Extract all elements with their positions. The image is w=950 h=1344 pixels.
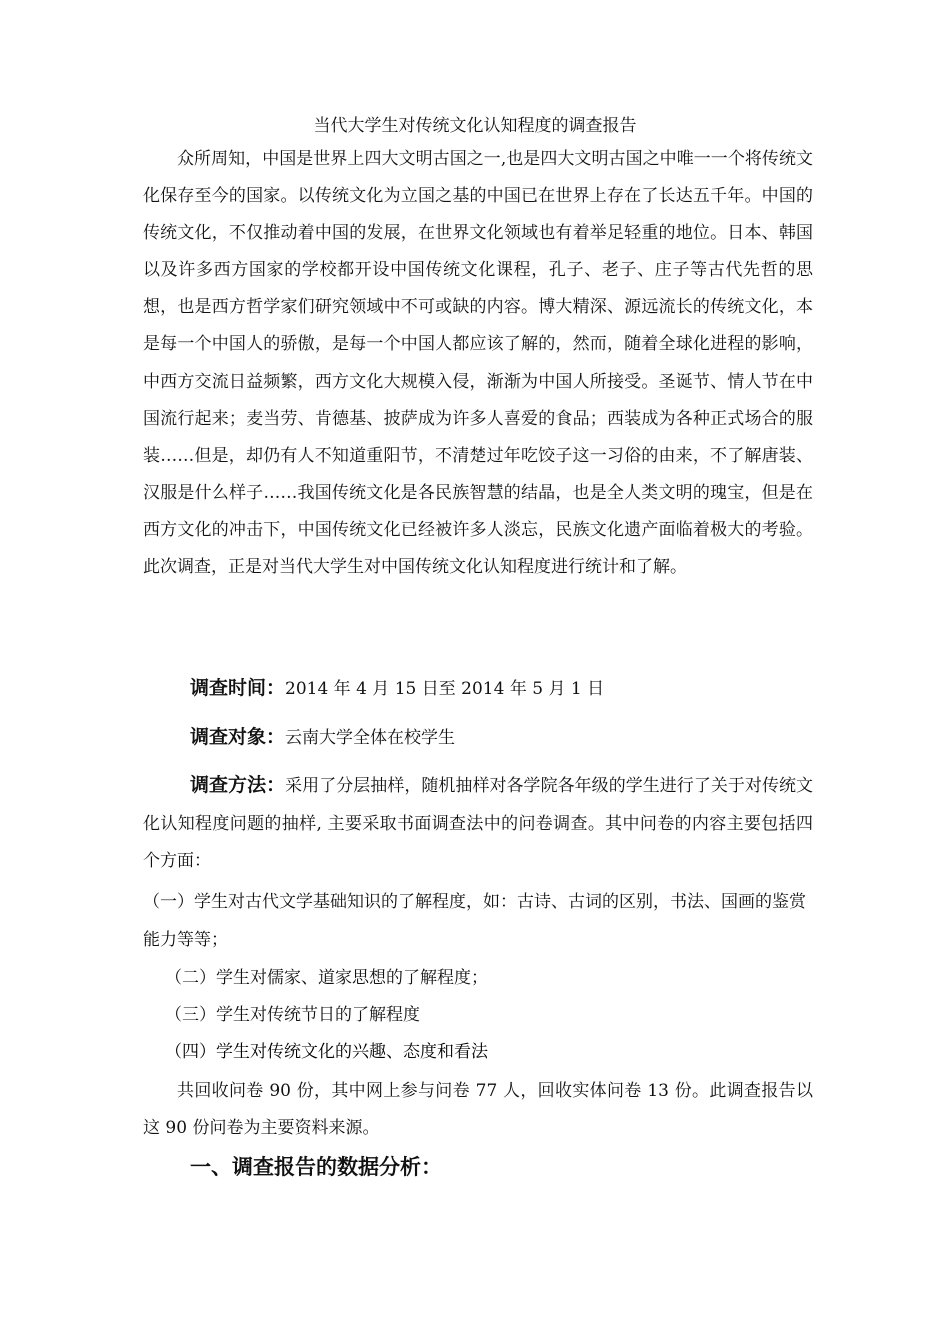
aspect-item-1: （一）学生对古代文学基础知识的了解程度，如：古诗、古词的区别，书法、国画的鉴赏能力等等； xyxy=(143,892,806,950)
intro-paragraph: 众所周知，中国是世界上四大文明古国之一,也是四大文明古国之中唯一一个将传统文化保存至今的国家。以传统文化为立国之基的中国已在世界上存在了长达五千年。中国的传统文化，不仅推动着中国的发展，在世界文化领域也有着举足轻重的地位。日本、韩国以及许多西方国家的学校都开设中国传统文化课程，孔子、老子、庄子等古代先哲的思想，也是西方哲学家们研究领域中不可或缺的内容。博大精深、源远流长的传统文化，本是每一个中国人的骄傲，是每一个中国人都应该了解的，然而，随着全球化进程的影响，中西方交流日益频繁，西方文化大规模入侵，渐渐为中国人所接受。圣诞节、情人节在中国流行起来；麦当劳、肯德基、披萨成为许多人喜爱的食品；西装成为各种正式场合的服装……但是，却仍有人不知道重阳节，不清楚过年吃饺子这一习俗的由来，不了解唐装、汉服是什么样子……我国传统文化是各民族智慧的结晶，也是全人类文明的瑰宝，但是在西方文化的冲击下，中国传统文化已经被许多人淡忘，民族文化遗产面临着极大的考验。此次调查，正是对当代大学生对中国传统文化认知程度进行统计和了解。 xyxy=(143,149,813,578)
survey-method xyxy=(143,767,813,881)
closing-paragraph xyxy=(143,1073,813,1147)
closing-text: 共回收问卷 90 份，其中网上参与问卷 77 人，回收实体问卷 13 份。此调查报告以这 90 份问卷为主要资料来源。 xyxy=(143,1081,813,1138)
survey-subject-label: 调查对象： xyxy=(190,726,286,748)
section-heading: 一、调查报告的数据分析： xyxy=(190,1155,442,1179)
aspect-item-4: （四）学生对传统文化的兴趣、态度和看法 xyxy=(165,1042,488,1062)
document-title: 当代大学生对传统文化认知程度的调查报告 xyxy=(313,116,637,136)
survey-subject-value: 云南大学全体在校学生 xyxy=(285,728,456,748)
aspect-item-2: （二）学生对儒家、道家思想的了解程度； xyxy=(165,968,488,988)
survey-subject xyxy=(190,722,455,753)
survey-method-label: 调查方法： xyxy=(190,774,286,796)
aspect-item-3: （三）学生对传统节日的了解程度 xyxy=(165,1005,420,1025)
survey-time-value: 2014 年 4 月 15 日至 2014 年 5 月 1 日 xyxy=(285,679,605,699)
survey-time-label: 调查时间： xyxy=(190,677,286,699)
survey-method-value: 采用了分层抽样，随机抽样对各学院各年级的学生进行了关于对传统文化认知程度问题的抽样, 主要采取书面调查法中的问卷调查。其中问卷的内容主要包括四个方面： xyxy=(143,776,813,871)
survey-time xyxy=(190,673,604,704)
